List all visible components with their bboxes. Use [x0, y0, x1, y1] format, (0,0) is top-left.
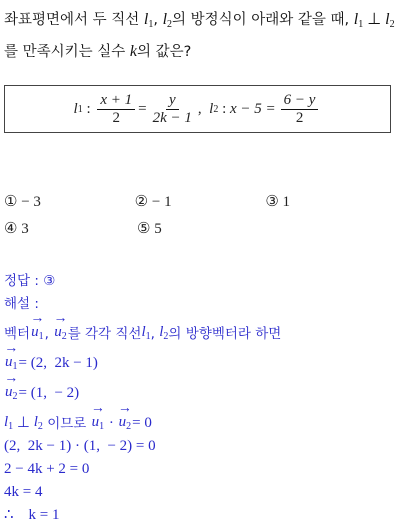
solution-section: [4, 266, 396, 524]
solution-intro: 벡터 → $u_1$ , → $u_2$ 를 각각 직선 $l_1$ , $l_2$ 의 방향벡터라 하면: [4, 312, 396, 342]
equals-sign: =: [138, 100, 147, 117]
line-l1: $l_1$: [143, 11, 154, 30]
eq-colon-2: :: [218, 100, 231, 117]
perpendicular-symbol: ⊥: [363, 11, 386, 28]
line-equations: [74, 92, 322, 127]
eq-l2-label: l: [209, 100, 214, 117]
answer-line: [4, 266, 396, 289]
choice-5[interactable]: ⑤ 5: [137, 221, 162, 237]
vector-u1: → $u_1$: [31, 324, 44, 342]
line-l1-perp: $l_1$: [353, 11, 364, 30]
u2-value-line: → $u_2$ = (1, − 2): [4, 372, 396, 402]
choice-3[interactable]: ③ 1: [265, 194, 291, 210]
fraction-y: $\frac{y}{2k - 1}$: [152, 91, 192, 126]
answer-label: 정답 :: [4, 273, 39, 289]
solution-conclusion: ∴ k = 1: [4, 507, 60, 523]
eq-l1-label: l: [73, 100, 78, 117]
solution-step-dot-product: (2, 2k − 1) · (1, − 2) = 0: [4, 438, 156, 454]
equation-box: [4, 85, 391, 133]
vector-u2: → $u_2$: [54, 324, 67, 342]
eq-l1-sub: 1: [77, 103, 83, 115]
choice-2[interactable]: ② − 1: [134, 194, 172, 210]
eq-colon: :: [82, 100, 95, 117]
fraction-x-plus-1: $\frac{x + 1}{2}$: [97, 92, 135, 127]
choice-4[interactable]: ④ 3: [4, 221, 29, 237]
line-l2: $l_2$: [162, 11, 173, 30]
u1-value-line: → $u_1$ = (2, 2k − 1): [4, 342, 396, 372]
fraction-6-minus-y: $\frac{6 - y}{2}$: [281, 92, 319, 127]
question-part3: 를 만족시키는 실수: [4, 44, 130, 60]
eq-l2-sub: 2: [213, 103, 219, 115]
eq-l2-lhs: x − 5 =: [230, 100, 276, 117]
perpendicular-condition: $l_1$ ⊥ $l_2$ 이므로 → $u_1$ · → $u_2$ = 0: [4, 402, 396, 432]
explanation-label: 해설 :: [4, 296, 39, 312]
eq-separator: ,: [197, 100, 210, 117]
answer-value: ③: [43, 273, 56, 289]
line-l2-perp: $l_2$: [385, 11, 395, 30]
question-part1: 좌표평면에서 두 직선: [4, 12, 144, 28]
solution-step-expand: 2 − 4k + 2 = 0: [4, 461, 90, 477]
choice-1[interactable]: ① − 3: [4, 194, 41, 210]
solution-step-simplify: 4k = 4: [4, 484, 43, 500]
question-text: [4, 6, 396, 66]
variable-k: k: [129, 43, 137, 60]
answer-choices: [4, 188, 396, 242]
question-part4: 의 값은?: [137, 44, 192, 60]
question-part2: 의 방정식이 아래와 같을 때,: [172, 12, 354, 28]
question-comma: ,: [153, 12, 163, 28]
